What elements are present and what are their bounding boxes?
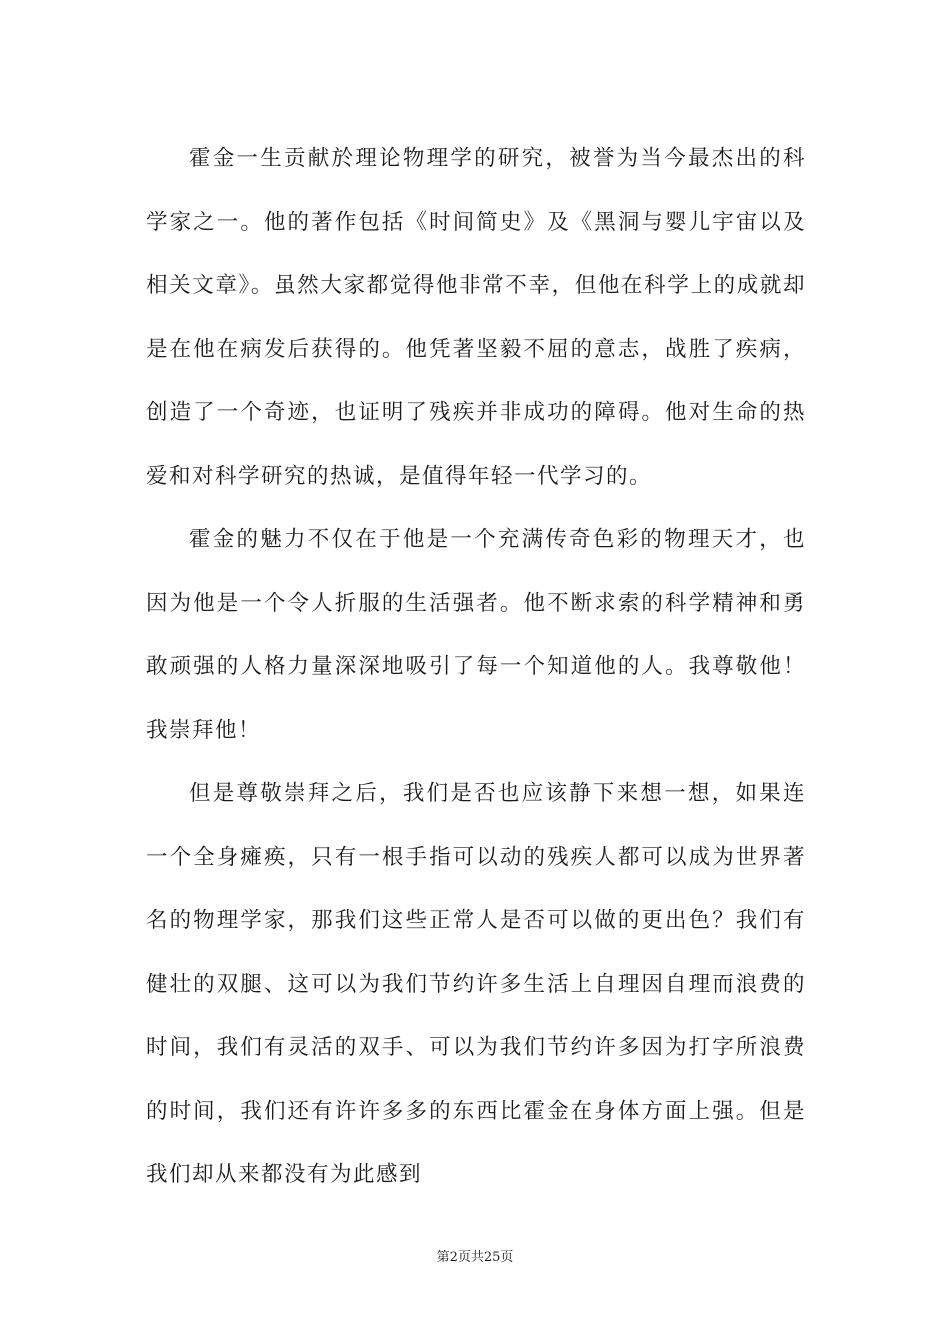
paragraph-3: 但是尊敬崇拜之后，我们是否也应该静下来想一想，如果连一个全身瘫痪，只有一根手指可以动的残疾人都可以成为世界著名的物理学家，那我们这些正常人是否可以做的更出色？我们有健壮的双腿、这可以为我们节约许多生活上自理因自理而浪费的时间，我们有灵活的双手、可以为我们节约许多因为打字所浪费的时间，我们还有许许多多的东西比霍金在身体方面上强。但是我们却从来都没有为此感到 (146, 781, 806, 1187)
paragraph-1: 霍金一生贡献於理论物理学的研究，被誉为当今最杰出的科学家之一。他的著作包括《时间简史》及《黑洞与婴儿宇宙以及相关文章》。虽然大家都觉得他非常不幸，但他在科学上的成就却是在他在病发后获得的。他凭著坚毅不屈的意志，战胜了疾病，创造了一个奇迹，也证明了残疾并非成功的障碍。他对生命的热爱和对科学研究的热诚，是值得年轻一代学习的。 (146, 146, 806, 489)
page-number-footer: 第2页共25页 (436, 1250, 514, 1265)
body-text (146, 127, 806, 1207)
paragraph-2: 霍金的魅力不仅在于他是一个充满传奇色彩的物理天才，也因为他是一个令人折服的生活强者。他不断求索的科学精神和勇敢顽强的人格力量深深地吸引了每一个知道他的人。我尊敬他！我崇拜他！ (146, 527, 806, 743)
